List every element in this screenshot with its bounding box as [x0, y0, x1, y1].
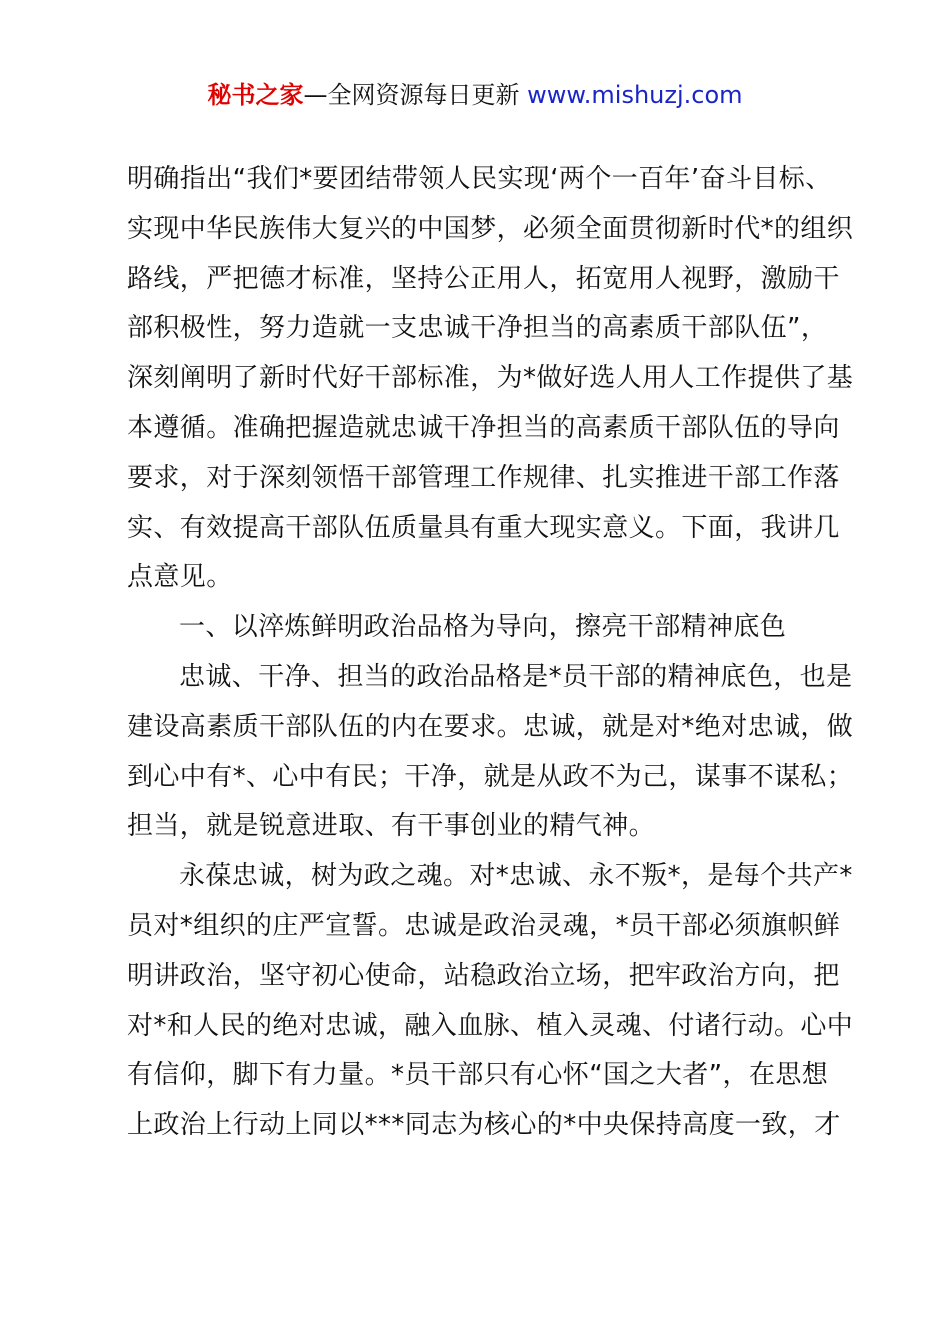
text-line: 实、有效提高干部队伍质量具有重大现实意义。下面，我讲几	[127, 512, 840, 543]
text-line: 路线，严把德才标准，坚持公正用人，拓宽用人视野，激励干	[127, 263, 840, 294]
text-line: 深刻阐明了新时代好干部标准，为*做好选人用人工作提供了基	[127, 363, 854, 394]
document-body	[127, 155, 854, 1151]
text-line: 担当，就是锐意进取、有干事创业的精气神。	[127, 811, 656, 842]
text-line: 对*和人民的绝对忠诚，融入血脉、植入灵魂、付诸行动。心中	[127, 1010, 854, 1041]
text-line: 到心中有*、心中有民；干净，就是从政不为己，谋事不谋私；	[127, 761, 854, 792]
text-line: 要求，对于深刻领悟干部管理工作规律、扎实推进干部工作落	[127, 462, 840, 493]
text-line: 部积极性，努力造就一支忠诚干净担当的高素质干部队伍”，	[127, 313, 828, 344]
text-line: 实现中华民族伟大复兴的中国梦，必须全面贯彻新时代*的组织	[127, 213, 854, 244]
text-line: 上政治上行动上同以***同志为核心的*中央保持高度一致，才	[127, 1110, 841, 1141]
text-line: 有信仰，脚下有力量。*员干部只有心怀“国之大者”，在思想	[127, 1060, 829, 1091]
text-line: 点意见。	[127, 562, 233, 593]
text-line: 建设高素质干部队伍的内在要求。忠诚，就是对*绝对忠诚，做	[127, 711, 854, 742]
site-brand: 秘书之家	[207, 81, 304, 109]
paragraph-start: 永葆忠诚，树为政之魂。对*忠诚、永不叛*，是每个共产*	[179, 861, 853, 892]
text-line: 明讲政治，坚守初心使命，站稳政治立场，把牢政治方向，把	[127, 960, 840, 991]
text-line: 明确指出“我们*要团结带领人民实现‘两个一百年’奋斗目标、	[127, 164, 832, 194]
text-line: 员对*组织的庄严宣誓。忠诚是政治灵魂，*员干部必须旗帜鲜	[127, 910, 841, 941]
paragraph-start: 忠诚、干净、担当的政治品格是*员干部的精神底色，也是	[179, 661, 853, 692]
site-url[interactable]: www.mishuzj.com	[527, 81, 743, 109]
text-line: 本遵循。准确把握造就忠诚干净担当的高素质干部队伍的导向	[127, 412, 840, 443]
page-header	[0, 78, 950, 112]
section-heading: 一、以淬炼鲜明政治品格为导向，擦亮干部精神底色	[179, 612, 787, 643]
site-tagline: —全网资源每日更新	[303, 81, 528, 109]
